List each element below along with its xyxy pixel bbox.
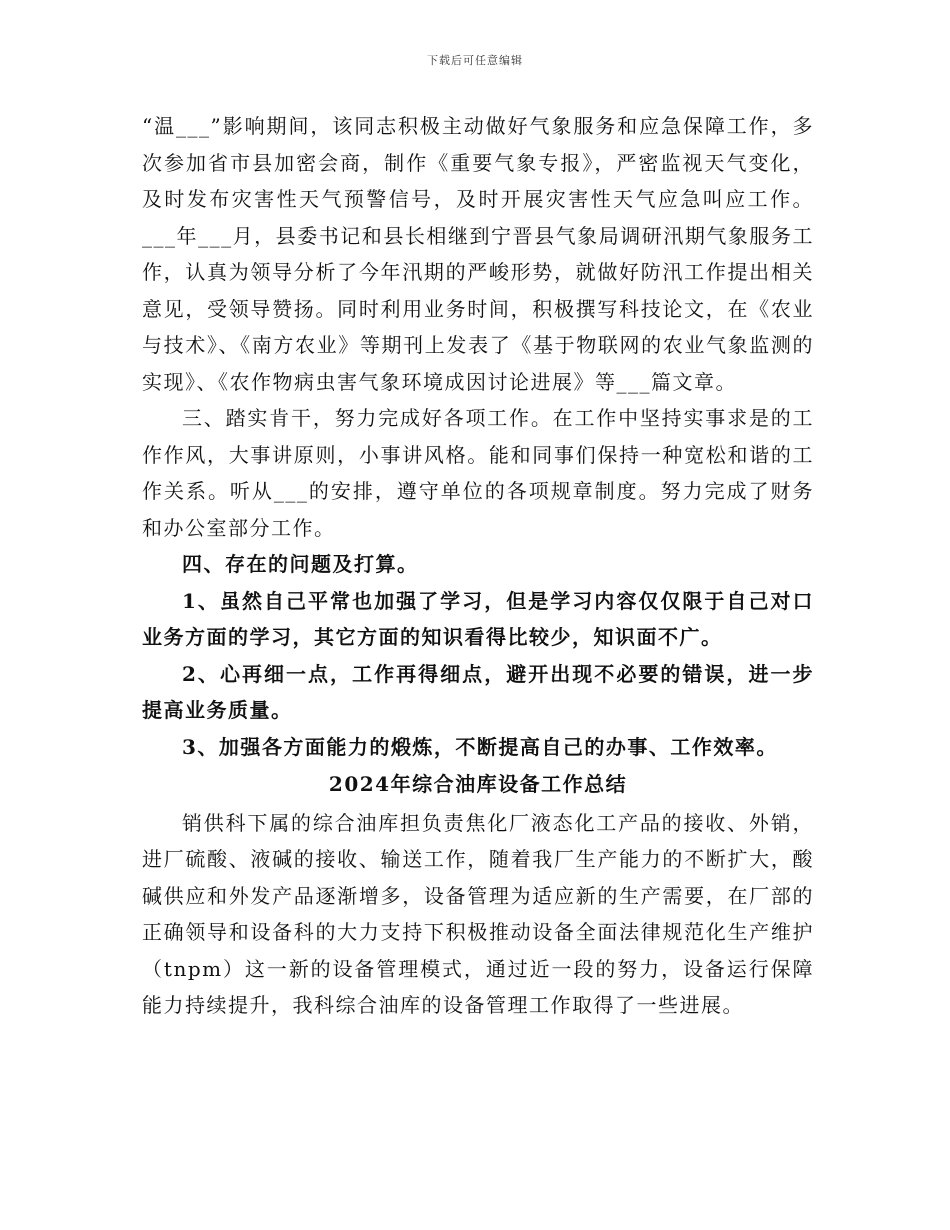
paragraph-weather-service: “温___”影响期间，该同志积极主动做好气象服务和应急保障工作，多次参加省市县加密会商，制作《重要气象专报》，严密监视天气变化，及时发布灾害性天气预警信号，及时开展灾害性天气应急叫应工作。___年___月，县委书记和县长相继到宁晋县气象局调研汛期气象服务工作，认真为领导分析了今年汛期的严峻形势，就做好防汛工作提出相关意见，受领导赞扬。同时利用业务时间，积极撰写科技论文，在《农业与技术》、《南方农业》等期刊上发表了《基于物联网的农业气象监测的实现》、《农作物病虫害气象环境成因讨论进展》等___篇文章。 <box>142 114 814 394</box>
list-item-2: 2、心再细一点，工作再得细点，避开出现不必要的错误，进一步提高业务质量。 <box>142 661 814 722</box>
list-item-3: 3、加强各方面能力的煅炼，不断提高自己的办事、工作效率。 <box>182 734 778 759</box>
list-item-1: 1、虽然自己平常也加强了学习，但是学习内容仅仅限于自己对口业务方面的学习，其它方面的知识看得比较少，知识面不广。 <box>142 588 814 649</box>
heading-section-four: 四、存在的问题及打算。 <box>182 552 419 576</box>
document-title: 2024年综合油库设备工作总结 <box>328 772 628 796</box>
paragraph-section-three: 三、踏实肯干，努力完成好各项工作。在工作中坚持实事求是的工作作风，大事讲原则，小事讲风格。能和同事们保持一种宽松和谐的工作关系。听从___的安排，遵守单位的各项规章制度。努力完成了财务和办公室部分工作。 <box>142 406 814 540</box>
document-body <box>142 108 814 1024</box>
paragraph-oil-depot: 销供科下属的综合油库担负责焦化厂液态化工产品的接收、外销，进厂硫酸、液碱的接收、输送工作，随着我厂生产能力的不断扩大，酸碱供应和外发产品逐渐增多，设备管理为适应新的生产需要，在厂部的正确领导和设备科的大力支持下积极推动设备全面法律规范化生产维护（tnpm）这一新的设备管理模式，通过近一段的努力，设备运行保障能力持续提升，我科综合油库的设备管理工作取得了一些进展。 <box>142 810 814 1017</box>
page-header: 下载后可任意编辑 <box>427 54 523 67</box>
